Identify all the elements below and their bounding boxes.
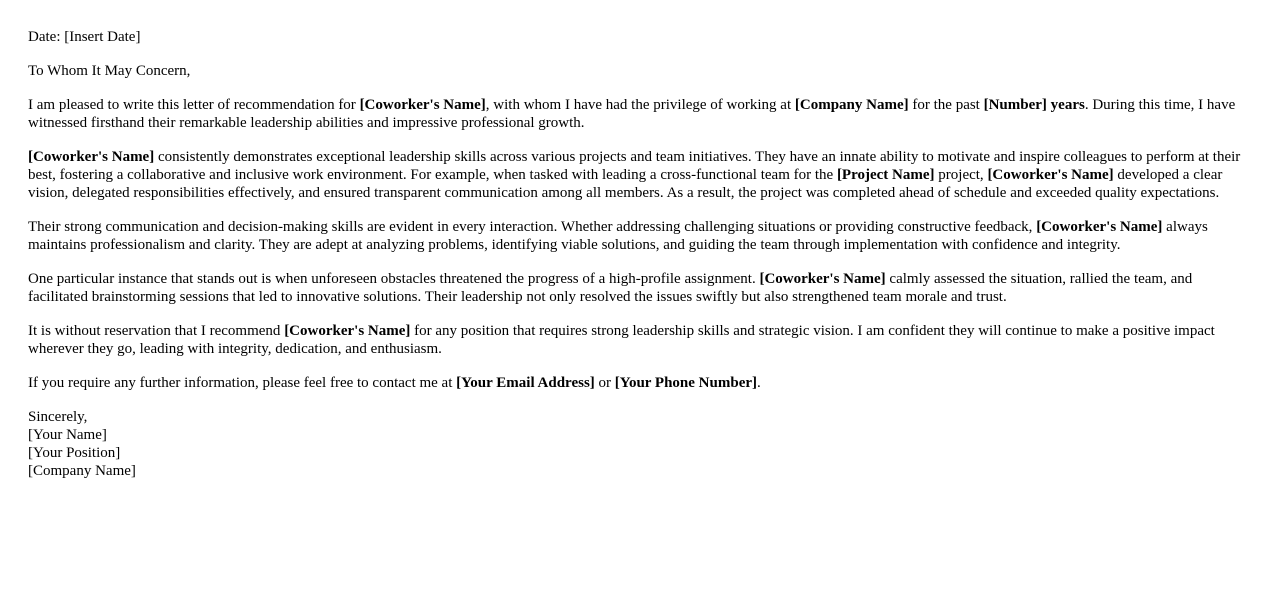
recommendation-letter	[28, 28, 1253, 496]
coworker-name-placeholder: [Coworker's Name]	[987, 167, 1114, 183]
text: Their strong communication and decision-making skills are evident in every interaction. Whether addressing challenging situations or providing constructive feedback,	[28, 219, 1037, 235]
company-name-placeholder: [Company Name]	[794, 97, 909, 113]
signer-company: [Company Name]	[28, 463, 136, 479]
email-placeholder: [Your Email Address]	[456, 375, 595, 391]
contact-paragraph	[28, 374, 1253, 392]
intro-paragraph	[28, 96, 1253, 132]
text: , with whom I have had the privilege of working at	[485, 97, 795, 113]
signer-position: [Your Position]	[28, 445, 121, 461]
text: One particular instance that stands out is when unforeseen obstacles threatened the progress of a high-profile assignment.	[28, 271, 760, 287]
coworker-name-placeholder: [Coworker's Name]	[359, 97, 486, 113]
text: . During this time, I have witnessed firsthand their remarkable leadership abilities and impressive professional growth.	[28, 97, 1236, 131]
coworker-name-placeholder: [Coworker's Name]	[759, 271, 886, 287]
signer-name: [Your Name]	[28, 427, 107, 443]
text: for any position that requires strong leadership skills and strategic vision. I am confident they will continue to make a positive impact wherever they go, leading with integrity, dedication, and enthusiasm.	[28, 323, 1215, 357]
coworker-name-placeholder: [Coworker's Name]	[28, 149, 155, 165]
text: I am pleased to write this letter of recommendation for	[28, 97, 360, 113]
years-placeholder: [Number] years	[983, 97, 1085, 113]
salutation: To Whom It May Concern,	[28, 63, 191, 79]
text: If you require any further information, please feel free to contact me at	[28, 375, 457, 391]
text: calmly assessed the situation, rallied the team, and facilitated brainstorming sessions that led to innovative solutions. Their leadership not only resolved the issues swiftly but also strengthened team morale and trust.	[28, 271, 1193, 305]
sign-off: Sincerely,	[28, 409, 88, 425]
leadership-paragraph	[28, 148, 1253, 202]
text: It is without reservation that I recommend	[28, 323, 285, 339]
project-name-placeholder: [Project Name]	[836, 167, 935, 183]
text: project,	[934, 167, 988, 183]
communication-paragraph	[28, 218, 1253, 254]
instance-paragraph	[28, 270, 1253, 306]
text: or	[594, 375, 615, 391]
date-line: Date: [Insert Date]	[28, 29, 141, 45]
signature-block	[28, 408, 1253, 480]
text: always maintains professionalism and clarity. They are adept at analyzing problems, identifying viable solutions, and guiding the team through implementation with confidence and integrity.	[28, 219, 1208, 253]
text: for the past	[908, 97, 984, 113]
coworker-name-placeholder: [Coworker's Name]	[284, 323, 411, 339]
coworker-name-placeholder: [Coworker's Name]	[1036, 219, 1163, 235]
recommendation-paragraph	[28, 322, 1253, 358]
text: developed a clear vision, delegated responsibilities effectively, and ensured transparent communication among all members. As a result, the project was completed ahead of schedule and exceeded quality expectations.	[28, 167, 1223, 201]
phone-placeholder: [Your Phone Number]	[614, 375, 758, 391]
text: .	[757, 375, 761, 391]
text: consistently demonstrates exceptional leadership skills across various projects and team initiatives. They have an innate ability to motivate and inspire colleagues to perform at their best, fostering a collaborative and inclusive work environment. For example, when tasked with leading a cross-functional team for the	[28, 149, 1241, 183]
